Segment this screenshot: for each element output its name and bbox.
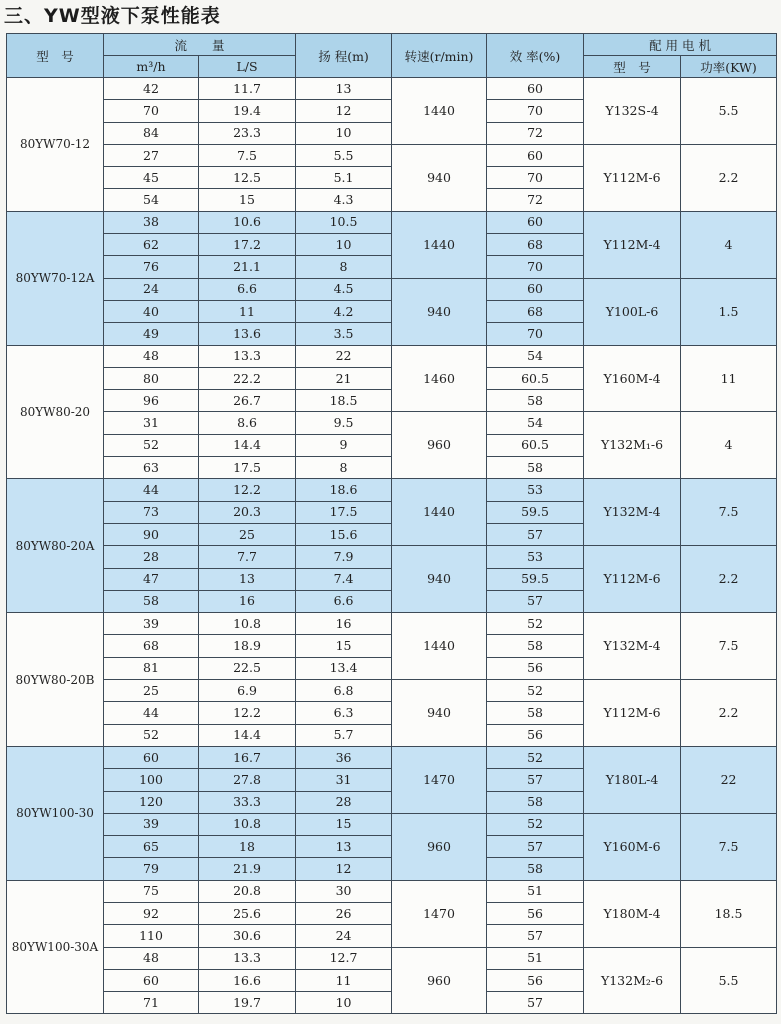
flow-ls-cell: 13.6 [199, 323, 296, 345]
efficiency-cell: 52 [487, 613, 584, 635]
flow-ls-cell: 22.2 [199, 367, 296, 389]
model-cell: 80YW80-20A [7, 479, 104, 613]
head-cell: 6.6 [296, 590, 392, 612]
efficiency-cell: 58 [487, 457, 584, 479]
efficiency-cell: 60 [487, 211, 584, 233]
flow-ls-cell: 13 [199, 568, 296, 590]
flow-m3h-cell: 90 [104, 523, 199, 545]
table-row [7, 546, 777, 568]
efficiency-cell: 56 [487, 969, 584, 991]
flow-ls-cell: 12.5 [199, 167, 296, 189]
header-motor-power: 功率(KW) [681, 56, 777, 78]
header-head: 扬 程(m) [296, 34, 392, 78]
head-cell: 11 [296, 969, 392, 991]
motor-power-cell: 2.2 [681, 680, 777, 747]
motor-model-cell: Y132M-4 [584, 613, 681, 680]
head-cell: 4.5 [296, 278, 392, 300]
efficiency-cell: 70 [487, 100, 584, 122]
flow-ls-cell: 25 [199, 523, 296, 545]
head-cell: 15.6 [296, 523, 392, 545]
flow-ls-cell: 12.2 [199, 479, 296, 501]
speed-cell: 960 [392, 947, 487, 1014]
flow-m3h-cell: 75 [104, 880, 199, 902]
flow-ls-cell: 27.8 [199, 769, 296, 791]
model-cell: 80YW70-12A [7, 211, 104, 345]
pump-performance-table [6, 33, 777, 1014]
model-cell: 80YW80-20B [7, 613, 104, 747]
header-efficiency: 效 率(%) [487, 34, 584, 78]
head-cell: 7.4 [296, 568, 392, 590]
flow-ls-cell: 33.3 [199, 791, 296, 813]
flow-ls-cell: 15 [199, 189, 296, 211]
efficiency-cell: 57 [487, 992, 584, 1014]
efficiency-cell: 51 [487, 880, 584, 902]
efficiency-cell: 60 [487, 144, 584, 166]
flow-m3h-cell: 60 [104, 969, 199, 991]
motor-power-cell: 7.5 [681, 813, 777, 880]
flow-ls-cell: 30.6 [199, 925, 296, 947]
efficiency-cell: 57 [487, 836, 584, 858]
flow-m3h-cell: 110 [104, 925, 199, 947]
flow-m3h-cell: 96 [104, 390, 199, 412]
flow-m3h-cell: 68 [104, 635, 199, 657]
efficiency-cell: 60 [487, 78, 584, 100]
efficiency-cell: 57 [487, 769, 584, 791]
head-cell: 26 [296, 902, 392, 924]
flow-ls-cell: 10.8 [199, 613, 296, 635]
head-cell: 12.7 [296, 947, 392, 969]
speed-cell: 960 [392, 412, 487, 479]
flow-m3h-cell: 40 [104, 300, 199, 322]
efficiency-cell: 53 [487, 479, 584, 501]
head-cell: 16 [296, 613, 392, 635]
motor-model-cell: Y180L-4 [584, 746, 681, 813]
flow-ls-cell: 13.3 [199, 345, 296, 367]
motor-power-cell: 2.2 [681, 546, 777, 613]
head-cell: 17.5 [296, 501, 392, 523]
efficiency-cell: 57 [487, 590, 584, 612]
header-model: 型 号 [7, 34, 104, 78]
efficiency-cell: 56 [487, 902, 584, 924]
speed-cell: 940 [392, 144, 487, 211]
flow-ls-cell: 25.6 [199, 902, 296, 924]
efficiency-cell: 70 [487, 256, 584, 278]
table-row [7, 345, 777, 367]
flow-m3h-cell: 58 [104, 590, 199, 612]
flow-m3h-cell: 100 [104, 769, 199, 791]
motor-model-cell: Y132M₂-6 [584, 947, 681, 1014]
table-header [7, 34, 777, 78]
motor-model-cell: Y160M-6 [584, 813, 681, 880]
flow-ls-cell: 21.9 [199, 858, 296, 880]
flow-ls-cell: 23.3 [199, 122, 296, 144]
flow-ls-cell: 12.2 [199, 702, 296, 724]
efficiency-cell: 58 [487, 791, 584, 813]
flow-m3h-cell: 52 [104, 434, 199, 456]
flow-m3h-cell: 52 [104, 724, 199, 746]
speed-cell: 1470 [392, 746, 487, 813]
flow-ls-cell: 6.9 [199, 680, 296, 702]
flow-ls-cell: 10.6 [199, 211, 296, 233]
head-cell: 10 [296, 992, 392, 1014]
motor-power-cell: 1.5 [681, 278, 777, 345]
flow-m3h-cell: 42 [104, 78, 199, 100]
flow-ls-cell: 11 [199, 300, 296, 322]
speed-cell: 1440 [392, 613, 487, 680]
head-cell: 13 [296, 836, 392, 858]
motor-model-cell: Y132M₁-6 [584, 412, 681, 479]
head-cell: 3.5 [296, 323, 392, 345]
flow-m3h-cell: 31 [104, 412, 199, 434]
speed-cell: 1440 [392, 479, 487, 546]
flow-m3h-cell: 48 [104, 947, 199, 969]
speed-cell: 1470 [392, 880, 487, 947]
table-row [7, 278, 777, 300]
efficiency-cell: 60.5 [487, 434, 584, 456]
flow-ls-cell: 16.7 [199, 746, 296, 768]
flow-ls-cell: 16 [199, 590, 296, 612]
motor-model-cell: Y112M-4 [584, 211, 681, 278]
motor-model-cell: Y112M-6 [584, 680, 681, 747]
head-cell: 15 [296, 813, 392, 835]
header-speed: 转速(r/min) [392, 34, 487, 78]
flow-m3h-cell: 39 [104, 613, 199, 635]
flow-ls-cell: 20.8 [199, 880, 296, 902]
flow-ls-cell: 6.6 [199, 278, 296, 300]
motor-model-cell: Y132M-4 [584, 479, 681, 546]
efficiency-cell: 58 [487, 390, 584, 412]
head-cell: 22 [296, 345, 392, 367]
flow-m3h-cell: 120 [104, 791, 199, 813]
head-cell: 4.3 [296, 189, 392, 211]
flow-m3h-cell: 28 [104, 546, 199, 568]
flow-m3h-cell: 47 [104, 568, 199, 590]
flow-ls-cell: 7.5 [199, 144, 296, 166]
head-cell: 10 [296, 122, 392, 144]
table-row [7, 947, 777, 969]
flow-m3h-cell: 73 [104, 501, 199, 523]
head-cell: 12 [296, 100, 392, 122]
table-body [7, 78, 777, 1014]
speed-cell: 1440 [392, 78, 487, 145]
motor-model-cell: Y112M-6 [584, 546, 681, 613]
head-cell: 31 [296, 769, 392, 791]
head-cell: 18.5 [296, 390, 392, 412]
efficiency-cell: 53 [487, 546, 584, 568]
flow-ls-cell: 18.9 [199, 635, 296, 657]
flow-ls-cell: 14.4 [199, 434, 296, 456]
flow-m3h-cell: 60 [104, 746, 199, 768]
efficiency-cell: 68 [487, 234, 584, 256]
flow-m3h-cell: 81 [104, 657, 199, 679]
head-cell: 5.5 [296, 144, 392, 166]
table-row [7, 211, 777, 233]
head-cell: 6.8 [296, 680, 392, 702]
flow-m3h-cell: 71 [104, 992, 199, 1014]
flow-m3h-cell: 63 [104, 457, 199, 479]
motor-power-cell: 2.2 [681, 144, 777, 211]
efficiency-cell: 51 [487, 947, 584, 969]
head-cell: 13.4 [296, 657, 392, 679]
head-cell: 36 [296, 746, 392, 768]
model-cell: 80YW100-30 [7, 746, 104, 880]
flow-ls-cell: 11.7 [199, 78, 296, 100]
flow-m3h-cell: 49 [104, 323, 199, 345]
table-row [7, 144, 777, 166]
header-motor: 配 用 电 机 [584, 34, 777, 56]
head-cell: 9 [296, 434, 392, 456]
table-row [7, 813, 777, 835]
flow-m3h-cell: 70 [104, 100, 199, 122]
motor-model-cell: Y100L-6 [584, 278, 681, 345]
head-cell: 10.5 [296, 211, 392, 233]
motor-model-cell: Y132S-4 [584, 78, 681, 145]
flow-m3h-cell: 76 [104, 256, 199, 278]
motor-power-cell: 5.5 [681, 78, 777, 145]
efficiency-cell: 70 [487, 323, 584, 345]
head-cell: 5.1 [296, 167, 392, 189]
table-row [7, 680, 777, 702]
flow-ls-cell: 10.8 [199, 813, 296, 835]
head-cell: 15 [296, 635, 392, 657]
flow-ls-cell: 17.2 [199, 234, 296, 256]
flow-m3h-cell: 38 [104, 211, 199, 233]
flow-ls-cell: 7.7 [199, 546, 296, 568]
header-flow-ls: L/S [199, 56, 296, 78]
header-motor-model: 型 号 [584, 56, 681, 78]
flow-m3h-cell: 80 [104, 367, 199, 389]
efficiency-cell: 52 [487, 680, 584, 702]
efficiency-cell: 59.5 [487, 568, 584, 590]
flow-m3h-cell: 54 [104, 189, 199, 211]
motor-power-cell: 7.5 [681, 479, 777, 546]
efficiency-cell: 56 [487, 657, 584, 679]
flow-m3h-cell: 45 [104, 167, 199, 189]
head-cell: 8 [296, 457, 392, 479]
header-flow: 流 量 [104, 34, 296, 56]
table-row [7, 746, 777, 768]
head-cell: 8 [296, 256, 392, 278]
table-row [7, 880, 777, 902]
head-cell: 5.7 [296, 724, 392, 746]
flow-m3h-cell: 44 [104, 479, 199, 501]
table-row [7, 479, 777, 501]
table-row [7, 78, 777, 100]
efficiency-cell: 72 [487, 189, 584, 211]
speed-cell: 940 [392, 546, 487, 613]
flow-ls-cell: 20.3 [199, 501, 296, 523]
head-cell: 9.5 [296, 412, 392, 434]
head-cell: 12 [296, 858, 392, 880]
flow-ls-cell: 19.7 [199, 992, 296, 1014]
head-cell: 30 [296, 880, 392, 902]
motor-power-cell: 7.5 [681, 613, 777, 680]
efficiency-cell: 70 [487, 167, 584, 189]
head-cell: 13 [296, 78, 392, 100]
flow-ls-cell: 26.7 [199, 390, 296, 412]
head-cell: 24 [296, 925, 392, 947]
head-cell: 28 [296, 791, 392, 813]
flow-m3h-cell: 25 [104, 680, 199, 702]
efficiency-cell: 54 [487, 345, 584, 367]
flow-m3h-cell: 27 [104, 144, 199, 166]
motor-power-cell: 4 [681, 412, 777, 479]
table-row [7, 412, 777, 434]
flow-ls-cell: 14.4 [199, 724, 296, 746]
motor-power-cell: 18.5 [681, 880, 777, 947]
motor-power-cell: 4 [681, 211, 777, 278]
flow-m3h-cell: 39 [104, 813, 199, 835]
efficiency-cell: 58 [487, 702, 584, 724]
flow-m3h-cell: 48 [104, 345, 199, 367]
model-cell: 80YW80-20 [7, 345, 104, 479]
flow-m3h-cell: 24 [104, 278, 199, 300]
head-cell: 10 [296, 234, 392, 256]
speed-cell: 1440 [392, 211, 487, 278]
table-row [7, 613, 777, 635]
flow-m3h-cell: 44 [104, 702, 199, 724]
head-cell: 7.9 [296, 546, 392, 568]
flow-ls-cell: 13.3 [199, 947, 296, 969]
efficiency-cell: 58 [487, 635, 584, 657]
efficiency-cell: 56 [487, 724, 584, 746]
flow-ls-cell: 17.5 [199, 457, 296, 479]
flow-ls-cell: 18 [199, 836, 296, 858]
head-cell: 6.3 [296, 702, 392, 724]
model-cell: 80YW100-30A [7, 880, 104, 1014]
speed-cell: 1460 [392, 345, 487, 412]
flow-ls-cell: 8.6 [199, 412, 296, 434]
motor-power-cell: 5.5 [681, 947, 777, 1014]
flow-ls-cell: 16.6 [199, 969, 296, 991]
efficiency-cell: 57 [487, 523, 584, 545]
head-cell: 21 [296, 367, 392, 389]
efficiency-cell: 59.5 [487, 501, 584, 523]
efficiency-cell: 52 [487, 813, 584, 835]
speed-cell: 940 [392, 680, 487, 747]
speed-cell: 940 [392, 278, 487, 345]
efficiency-cell: 60.5 [487, 367, 584, 389]
flow-ls-cell: 22.5 [199, 657, 296, 679]
flow-ls-cell: 19.4 [199, 100, 296, 122]
motor-power-cell: 11 [681, 345, 777, 412]
flow-m3h-cell: 62 [104, 234, 199, 256]
motor-power-cell: 22 [681, 746, 777, 813]
speed-cell: 960 [392, 813, 487, 880]
motor-model-cell: Y112M-6 [584, 144, 681, 211]
motor-model-cell: Y180M-4 [584, 880, 681, 947]
head-cell: 4.2 [296, 300, 392, 322]
efficiency-cell: 72 [487, 122, 584, 144]
flow-ls-cell: 21.1 [199, 256, 296, 278]
model-cell: 80YW70-12 [7, 78, 104, 212]
flow-m3h-cell: 65 [104, 836, 199, 858]
flow-m3h-cell: 92 [104, 902, 199, 924]
flow-m3h-cell: 84 [104, 122, 199, 144]
efficiency-cell: 52 [487, 746, 584, 768]
efficiency-cell: 57 [487, 925, 584, 947]
motor-model-cell: Y160M-4 [584, 345, 681, 412]
efficiency-cell: 58 [487, 858, 584, 880]
page-title: 三、YW型液下泵性能表 [4, 5, 221, 27]
efficiency-cell: 68 [487, 300, 584, 322]
header-flow-m3h: m³/h [104, 56, 199, 78]
head-cell: 18.6 [296, 479, 392, 501]
flow-m3h-cell: 79 [104, 858, 199, 880]
efficiency-cell: 54 [487, 412, 584, 434]
efficiency-cell: 60 [487, 278, 584, 300]
